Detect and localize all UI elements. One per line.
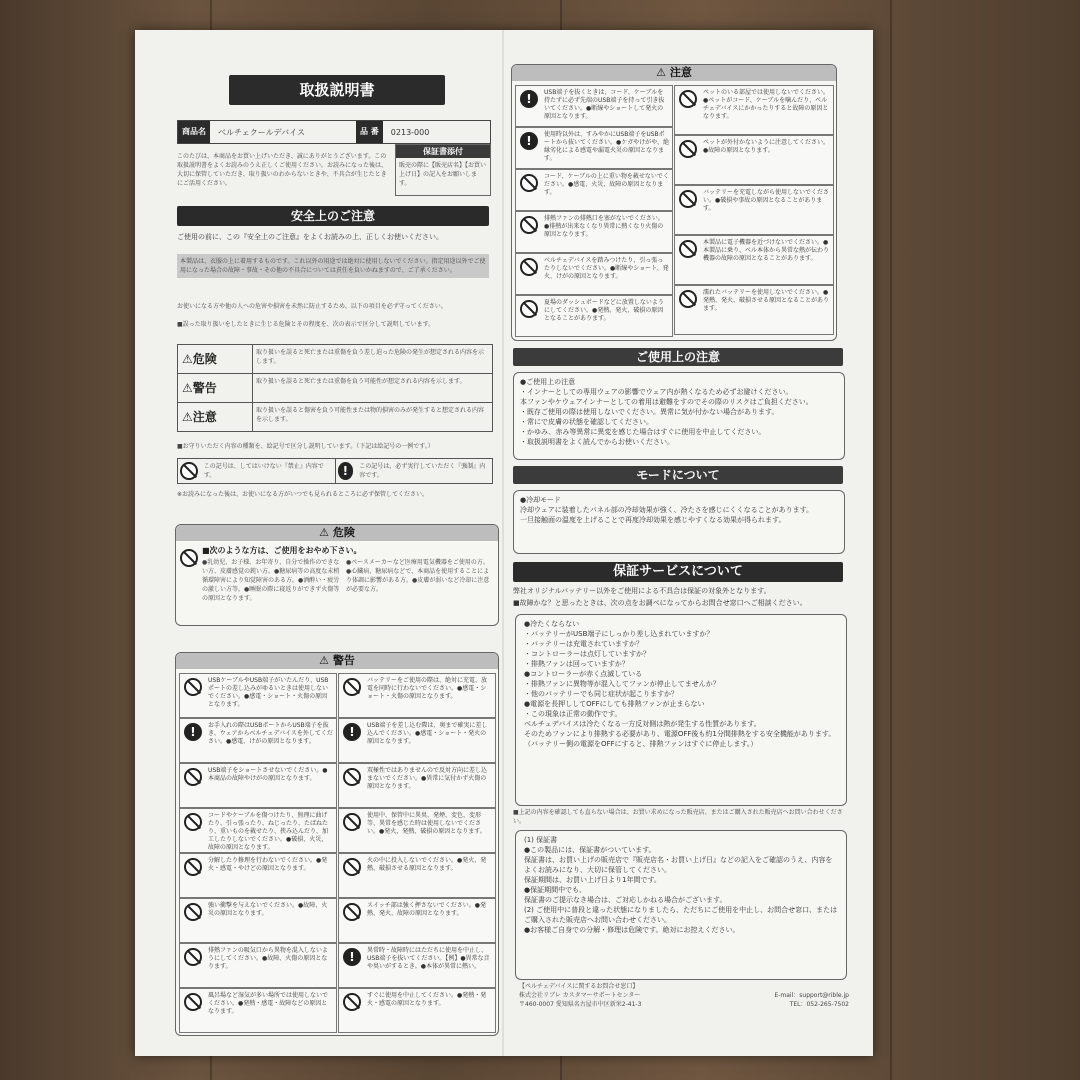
- safety-heading: 安全上のご注意: [177, 206, 489, 226]
- product-row: [177, 120, 491, 144]
- prohibited-icon: [343, 813, 361, 831]
- text-line: ●お客様ご自身での分解・修理は危険です。絶対にお控えください。: [524, 926, 740, 934]
- notice-text: 分解したり修理を行わないでください。●発火・感電・やけどの原因となります。: [208, 857, 328, 872]
- notice-text: 排熱ファンの吸気口から異物を混入しないようにしてください。●故障、火傷の原因となります。: [208, 947, 328, 970]
- after-note: ■上記の内容を確認しても直らない場合は、お買い求めになった販売店、またはご購入された販売店へお問い合わせください。: [513, 809, 843, 825]
- text-line: ・この現象は正常の動作です。: [524, 710, 622, 718]
- text-line: ・排熱ファンに異物等が混入してファンが停止してませんか？: [524, 680, 720, 688]
- notice-cell: [515, 295, 673, 337]
- prohibited-icon: [679, 90, 697, 108]
- caution-heading: ⚠ 注意: [512, 65, 836, 81]
- text-line: ●ご使用上の注意: [520, 378, 576, 386]
- level-warning-label: ⚠警告: [178, 374, 253, 402]
- notice-text: バッテリーを充電しながら使用しないでください。●破損や事故の原因となることがあります。: [703, 189, 830, 212]
- notice-text: 本製品に電子機器を近づけないでください。●本製品に乗り、ベル本体から異常な熱が伝わり機器の故障の原因となることがあります。: [703, 239, 830, 262]
- fold-line: [502, 30, 504, 1056]
- notice-text: 夏場のダッシュボードなどに放置しないようにしてください。●発熱、発火、破損の原因となることがあります。: [544, 299, 664, 322]
- notice-text: お手入れの際はUSBポートからUSB端子を抜き、ウェアからベルチェデバイスを外してください。●感電、けがの原因となります。: [208, 722, 333, 745]
- notice-cell: [338, 808, 496, 853]
- notice-cell: [674, 285, 834, 335]
- text-line: 保証期間は、お買い上げ日より1年間です。: [524, 876, 661, 884]
- contact-company: 株式会社リブレ カスタマーサポートセンター: [519, 992, 641, 999]
- level-row-caution: [177, 402, 493, 432]
- notice-cell: [179, 943, 337, 988]
- usage-box: [513, 372, 845, 460]
- mandatory-example: ! この記号は、必ず実行していただく『強制』内容です。: [336, 458, 494, 484]
- warranty-details-box: [515, 830, 847, 980]
- warranty-lines: [516, 831, 846, 939]
- warning-triangle-icon: ⚠: [182, 410, 193, 424]
- item-number: 0213-000: [390, 127, 430, 137]
- text-line: ベルチェデバイスは冷たくなる一方反対側は熱が発生する性質があります。: [524, 720, 761, 728]
- prohibited-icon: [343, 993, 361, 1011]
- read-note: お使いになる方や他の人への危害や損害を未然に防止するため、以下の項目を必ず守ってください。: [177, 303, 447, 310]
- notice-text: ベルチェデバイスを踏みつけたり、引っ張ったりしないでください。●断線やショート、発火、けがの原因となります。: [544, 257, 669, 280]
- warning-triangle-icon: ⚠: [656, 66, 667, 79]
- prohibited-icon: [180, 462, 198, 480]
- danger-lead: ■次のような方は、ご使用をおやめ下さい。: [202, 546, 362, 555]
- safety-intro: ご使用の前に、この『安全上のご注意』をよくお読みの上、正しくお使いください。: [177, 233, 443, 241]
- contact-tel: TEL：052-265-7502: [789, 1001, 849, 1008]
- mandatory-icon: !: [520, 90, 538, 108]
- notice-cell: [338, 898, 496, 943]
- prohibited-icon: [679, 140, 697, 158]
- text-line: ●冷たくならない: [524, 620, 580, 628]
- troubleshoot-box: [515, 614, 847, 806]
- notice-cell: [674, 85, 834, 135]
- mandatory-icon: !: [343, 948, 361, 966]
- text-line: ●冷却モード: [520, 496, 561, 504]
- notice-text: USB端子を抜くときは、コード、ケーブルを持たずに必ず先端のUSB端子を持って引き抜いてください。●断線やショートして発火の原因となります。: [544, 89, 665, 120]
- prohibited-icon: [180, 549, 198, 567]
- text-line: ・排熱ファンは回っていますか？: [524, 660, 629, 668]
- mode-box: [513, 490, 845, 554]
- text-line: ●この製品には、保証書がついています。: [524, 846, 656, 854]
- text-line: ・他のバッテリーでも同じ症状が起こりますか？: [524, 690, 678, 698]
- warning-triangle-icon: ⚠: [182, 381, 193, 395]
- warning-heading: ⚠ 警告: [176, 653, 498, 669]
- level-caution-text: 取り扱いを誤ると傷害を負う可能性または物的損害のみが発生すると想定される内容を示します。: [256, 407, 485, 423]
- text-line: ・既存ご使用の際は使用しないでください。異常に気が付かない場合があります。: [520, 408, 779, 416]
- service-heading: 保証サービスについて: [513, 562, 843, 582]
- warning-triangle-icon: ⚠: [182, 352, 193, 366]
- gray-note: 本製品は、衣服の上に着用するものです。これ以外の用途では絶対に使用しないでください。指定用途以外でご使用になった場合の故障・事故・その他の不具合については責任を負いかねますので、ご了承ください。: [177, 254, 489, 278]
- contact-heading: 【ペルチェデバイスに関するお問合せ窓口】: [519, 983, 639, 990]
- intro-text: このたびは、本商品をお買い上げいただき、誠にありがとうございます。この取扱説明書をよくお読みのうえ正しくご使用ください。お読みになった後は、大切に保管していただき、取り扱いのわからないときや、不具合が生じたときにご活用ください。: [177, 153, 388, 187]
- level-danger-text: 取り扱いを誤ると死亡または重傷を負う差し迫った危険の発生が想定される内容を示します。: [256, 349, 485, 365]
- text-line: (1) 保証書: [524, 836, 558, 844]
- prohibited-icon: [679, 190, 697, 208]
- prohibited-icon: [520, 300, 538, 318]
- notice-text: 強い衝撃を与えないでください。●故障、火災の原因となります。: [208, 902, 328, 917]
- notice-cell: [674, 235, 834, 285]
- text-line: ●電源を長押ししてOFFにしても排熱ファンが止まらない: [524, 700, 705, 708]
- notice-cell: [674, 185, 834, 235]
- prohibited-icon: [679, 290, 697, 308]
- level-row-warning: [177, 373, 493, 402]
- text-line: 本ファンやケウェアインナーとしての着用は避難をすのでその際のリスクはご負担ください。: [520, 398, 813, 406]
- mode-lines: [514, 491, 844, 529]
- symbols-row: [177, 458, 493, 484]
- danger-heading: ⚠ 危険: [176, 525, 498, 541]
- keep-note: ※お読みになった後は、お使いになる方がいつでも見られるところに必ず保管してください。: [177, 491, 429, 498]
- notice-cell: [515, 211, 673, 253]
- text-line: ●コントローラーが赤く点滅している: [524, 670, 643, 678]
- usage-heading: ご使用上の注意: [513, 348, 843, 366]
- manual-sheet: [135, 30, 873, 1056]
- contact-email: E-mail：support@rible.jp: [774, 992, 849, 999]
- level-danger-label: ⚠危険: [178, 345, 253, 373]
- prohibited-icon: [679, 240, 697, 258]
- text-line: ・常にで皮膚の状態を確認してください。: [520, 418, 653, 426]
- notice-cell: [179, 808, 337, 853]
- text-line: ・バッテリーは充電されていますか？: [524, 640, 643, 648]
- notice-text: 異常時・故障時にはただちに使用を中止し、USB端子を抜いてください。【例】●異常な音や臭いがするとき。●本体が異常に熱い。: [367, 947, 490, 970]
- warning-triangle-icon: ⚠: [319, 654, 330, 667]
- warranty-box: [395, 144, 491, 196]
- contact-address: 〒460-0007 愛知県名古屋市中区新栄2-41-3: [519, 1001, 642, 1008]
- mode-heading: モードについて: [513, 466, 843, 484]
- text-line: 保証書のご提示なき場合は、ご対応しかねる場合がございます。: [524, 896, 727, 904]
- notice-text: スイッチ部は強く押さないでください。●発熱、発火、故障の原因となります。: [367, 902, 486, 917]
- item-label: 品 番: [356, 121, 383, 143]
- text-line: ●保証期間中でも、: [524, 886, 587, 894]
- service-intro1: 弊社オリジナルバッテリー以外をご使用による不具合は保証の対象外となります。: [513, 587, 771, 595]
- text-line: 冷却ウェアに装着したパネル部の冷却効果が強く、冷たさを感じにくくなることがあります。: [520, 506, 814, 514]
- mandatory-icon: !: [338, 462, 354, 480]
- level-row-danger: [177, 344, 493, 373]
- notice-text: USB端子をショートさせないでください。●本商品の故障やけがの原因となります。: [208, 767, 328, 782]
- contact-block: [519, 982, 849, 1009]
- prohibited-icon: [184, 948, 202, 966]
- levels-table: [177, 344, 493, 432]
- notice-cell: [338, 673, 496, 718]
- notice-cell: [338, 763, 496, 808]
- notice-cell: [179, 988, 337, 1033]
- product-name: ベルチェクールデバイス: [218, 127, 306, 137]
- notice-cell: [515, 127, 673, 169]
- notice-cell: [515, 253, 673, 295]
- notice-text: バッテリーをご使用の際は、絶対に充電、放電を同時に行わないでください。●感電・ショート・火傷の原因となります。: [367, 677, 488, 700]
- prohibited-icon: [184, 678, 202, 696]
- mandatory-icon: !: [343, 723, 361, 741]
- notice-cell: [338, 943, 496, 988]
- notice-cell: [338, 988, 496, 1033]
- text-line: （バッテリー側の電源をOFFにすると、排熱ファンはすぐに停止します。）: [524, 740, 758, 748]
- notice-text: 排熱ファンの排熱口を塞がないでください。●排熱が出来なくなり異常に熱くなり火傷の原因となります。: [544, 215, 664, 238]
- prohibited-icon: [184, 903, 202, 921]
- notice-cell: [515, 169, 673, 211]
- notice-text: コードやケーブルを傷つけたり、無理に曲げたり、引っ張ったり、ねじったり、たばねたり、重いものを載せたり、挟み込んだり、加工したりしないでください。●破損、火災、故障の原因となります。: [208, 812, 329, 851]
- text-line: ・コントローラーは点灯していますか？: [524, 650, 650, 658]
- service-intro2: ■故障かな？と思ったときは、次の点をお調べになってからお問合せ窓口へご相談ください。: [513, 599, 807, 607]
- notice-text: 使用中、保管中に異臭、発煙、変色、変形等、異常を感じた時は使用しないでください。●発火、発熱、破損の原因となります。: [367, 812, 486, 835]
- notice-text: USB端子を差し込む際は、奥まで確実に差し込んでください。●感電・ショート・発火の原因となります。: [367, 722, 488, 745]
- prohibited-icon: [184, 813, 202, 831]
- prohibited-icon: [520, 258, 538, 276]
- notice-cell: [338, 718, 496, 763]
- notice-cell: [338, 853, 496, 898]
- troubleshoot-lines: [516, 615, 846, 753]
- notice-text: ペットが外付かないように注意してください。●故障の原因となります。: [703, 139, 830, 154]
- danger-box: [175, 524, 499, 626]
- text-line: ・取扱説明書をよく読んでからお使いください。: [520, 438, 674, 446]
- level-caution-label: ⚠注意: [178, 403, 253, 431]
- text-line: ・バッテリーがUSB端子にしっかり差し込まれていますか？: [524, 630, 714, 638]
- notice-text: 濡れたバッテリーを使用しないでください。●発熱、発火、破損させる原因となることがあります。: [703, 289, 830, 312]
- level-warning-text: 取り扱いを誤ると死亡または重傷を負う可能性が想定される内容を示します。: [256, 378, 466, 385]
- danger-items-right: ●ペースメーカーなど医療用電気機器をご使用の方。●心臓病、糖尿病などで、本商品を使用することにより体調に影響がある方。●皮膚が弱いなど冷却に注意が必要な方。: [346, 559, 490, 593]
- notice-cell: [674, 135, 834, 185]
- text-line: (2) ご使用中に普段と違った状態になりましたら、ただちにご使用を中止し、お問合せ窓口、またはご購入された販売店へお問い合わせください。: [524, 906, 838, 924]
- text-line: ・インナーとしての専用ウェアの影響でウェア内が熱くなるため必ずお避けください。: [520, 388, 793, 396]
- text-line: ・かゆみ、赤み等異常に異変を感じた場合はすぐに使用を中止してください。: [520, 428, 766, 436]
- prohibited-icon: [520, 174, 538, 192]
- notice-cell: [179, 853, 337, 898]
- notice-cell: [179, 673, 337, 718]
- text-line: 一旦接触面の温度を上げることで再度冷却効果を感じやすくなる効果が得られます。: [520, 516, 786, 524]
- notice-cell: [179, 763, 337, 808]
- danger-items-left: ●乳幼児、お子様、お年寄り、自分で操作のできない方、皮膚感覚の鈍い方。●糖尿病等の高度な末梢循環障害により知覚障害のある方。●酒酔い・疲労の激しい方等。●睡眠の際に寝返りができず火傷等の原因となります。: [202, 559, 340, 602]
- notice-cell: [515, 85, 673, 127]
- mandatory-icon: !: [184, 723, 202, 741]
- notice-text: 使用時以外は、すみやかにUSB端子をUSBポートから抜いてください。●ケガやけがや、絶縁劣化による感電や漏電火災の原因となります。: [544, 131, 669, 162]
- notice-text: コード、ケーブルの上に重い物を載せないでください。●感電、火災、故障の原因となります。: [544, 173, 669, 196]
- prohibited-icon: [343, 858, 361, 876]
- text-line: そのためファンにより排熱する必要があり、電源OFF後も約1分間排熱をする安全機能があります。: [524, 730, 836, 738]
- level-note: ■誤った取り扱いをしたときに生じる危険とその程度を、次の表示で区分して説明しています。: [177, 321, 435, 328]
- text-line: 保証書は、お買い上げの販売店で『販売店名・お買い上げ日』などの記入をご確認のうえ、内容をよくお読みになり、大切に保管してください。: [524, 856, 833, 874]
- notice-cell: [179, 898, 337, 943]
- mandatory-icon: !: [520, 132, 538, 150]
- symbols-note: ■お守りいただく内容の種類を、絵記号で区分し説明しています。（下記は絵記号の一例です。）: [177, 443, 434, 450]
- notice-cell: [179, 718, 337, 763]
- notice-text: 火の中に投入しないでください。●発火、発熱、破損させる原因となります。: [367, 857, 487, 872]
- prohibit-example: この記号は、してはいけない『禁止』内容です。: [177, 458, 336, 484]
- notice-text: 双極性ではありませんので反対方向に差し込まないでください。●異常に気付かず火傷の原因となります。: [367, 767, 488, 790]
- notice-text: 風呂場など湿気が多い場所では使用しないでください。●発熱・感電・故障などの原因となります。: [208, 992, 329, 1015]
- prohibited-icon: [184, 993, 202, 1011]
- prohibited-icon: [520, 216, 538, 234]
- caution-box: [511, 64, 837, 341]
- notice-text: すぐに使用を中止してください。●発熱・発火・感電の原因となります。: [367, 992, 487, 1007]
- warning-box: [175, 652, 499, 1036]
- prohibited-icon: [184, 768, 202, 786]
- prohibited-icon: [343, 678, 361, 696]
- notice-text: USBケーブルやUSB端子がいたんだり、USBポートの差し込みがゆるいときは使用しないでください。●感電・ショート・火傷の原因となります。: [208, 677, 329, 708]
- prohibited-icon: [343, 903, 361, 921]
- warning-triangle-icon: ⚠: [319, 526, 330, 539]
- product-label: 商品名: [178, 121, 210, 143]
- warranty-attached: 保証書添付: [396, 145, 490, 158]
- usage-lines: [514, 373, 844, 451]
- notice-text: ペットのいる部屋では使用しないでください。●ペットがコード、ケーブルを噛んだり、ベルチェデバイスにかかったりすると故障の原因となります。: [703, 89, 830, 120]
- manual-title: 取扱説明書: [229, 75, 445, 105]
- prohibited-icon: [343, 768, 361, 786]
- prohibited-icon: [184, 858, 202, 876]
- warranty-note: 販売の際に【販売店名】【お買い上げ日】の記入をお願いします。: [399, 162, 487, 187]
